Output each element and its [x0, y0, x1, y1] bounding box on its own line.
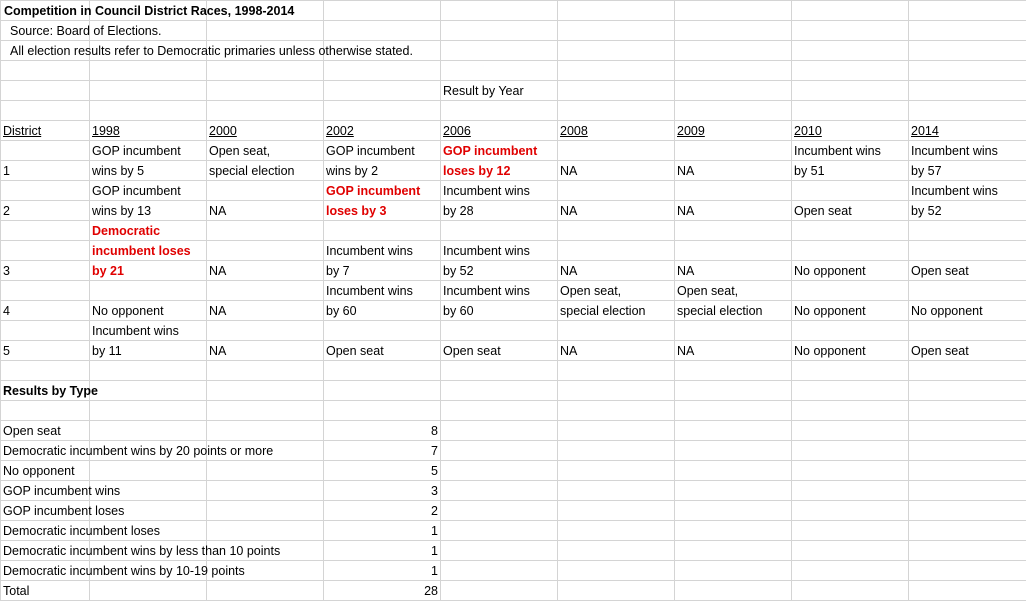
result-cell[interactable]: by 52	[443, 264, 474, 278]
result-cell[interactable]: NA	[560, 164, 578, 178]
total-count[interactable]: 28	[424, 584, 438, 598]
result-cell-highlight[interactable]: loses by 3	[326, 204, 387, 218]
result-cell[interactable]: by 28	[443, 204, 474, 218]
header-year-2000[interactable]: 2000	[209, 124, 237, 138]
result-cell[interactable]: by 60	[443, 304, 474, 318]
result-cell[interactable]: NA	[677, 204, 695, 218]
result-cell[interactable]: No opponent	[911, 304, 983, 318]
primaries-note[interactable]: All election results refer to Democratic primaries unless otherwise stated.	[10, 44, 413, 58]
type-label[interactable]: Democratic incumbent loses	[3, 524, 161, 538]
result-cell[interactable]: NA	[560, 204, 578, 218]
result-cell[interactable]: NA	[677, 264, 695, 278]
result-cell[interactable]: wins by 2	[326, 164, 379, 178]
result-cell-highlight[interactable]: GOP incumbent	[326, 184, 421, 198]
result-cell[interactable]: Incumbent wins	[443, 244, 530, 258]
result-cell[interactable]: by 11	[92, 344, 122, 358]
result-cell[interactable]: NA	[209, 264, 227, 278]
result-cell[interactable]: Incumbent wins	[92, 324, 179, 338]
result-cell[interactable]: Open seat,	[677, 284, 739, 298]
result-cell[interactable]: by 51	[794, 164, 825, 178]
result-cell[interactable]: Incumbent wins	[443, 184, 530, 198]
result-by-year-label[interactable]: Result by Year	[443, 84, 524, 98]
header-year-1998[interactable]: 1998	[92, 124, 120, 138]
result-cell[interactable]: by 7	[326, 264, 350, 278]
result-cell[interactable]: Incumbent wins	[326, 284, 413, 298]
type-label[interactable]: Democratic incumbent wins by 20 points or more	[3, 444, 274, 458]
result-cell[interactable]: Open seat,	[560, 284, 622, 298]
type-label[interactable]: No opponent	[3, 464, 75, 478]
result-cell[interactable]: NA	[209, 344, 227, 358]
total-label[interactable]: Total	[3, 584, 30, 598]
header-district[interactable]: District	[3, 124, 42, 138]
result-cell[interactable]: Open seat	[911, 344, 969, 358]
result-cell[interactable]: Open seat	[911, 264, 969, 278]
gridline-col	[908, 0, 909, 601]
type-count[interactable]: 1	[431, 544, 438, 558]
type-count[interactable]: 1	[431, 524, 438, 538]
result-cell[interactable]: No opponent	[794, 264, 866, 278]
sheet-title[interactable]: Competition in Council District Races, 1998-2014	[4, 4, 295, 18]
result-cell[interactable]: Incumbent wins	[443, 284, 530, 298]
result-cell[interactable]: NA	[560, 264, 578, 278]
result-cell[interactable]: wins by 5	[92, 164, 145, 178]
gridline-col	[323, 0, 324, 601]
result-cell-highlight[interactable]: GOP incumbent	[443, 144, 538, 158]
result-cell[interactable]: by 52	[911, 204, 942, 218]
result-cell[interactable]: GOP incumbent	[326, 144, 415, 158]
result-cell[interactable]: No opponent	[92, 304, 164, 318]
result-cell[interactable]: No opponent	[794, 344, 866, 358]
result-cell[interactable]: Open seat,	[209, 144, 271, 158]
type-count[interactable]: 2	[431, 504, 438, 518]
result-cell-highlight[interactable]: loses by 12	[443, 164, 511, 178]
header-year-2010[interactable]: 2010	[794, 124, 822, 138]
gridline-col	[557, 0, 558, 601]
results-by-type-label[interactable]: Results by Type	[3, 384, 98, 398]
header-year-2009[interactable]: 2009	[677, 124, 705, 138]
result-cell[interactable]: Incumbent wins	[911, 184, 998, 198]
gridline-col	[674, 0, 675, 601]
type-label[interactable]: GOP incumbent wins	[3, 484, 121, 498]
result-cell[interactable]: NA	[677, 164, 695, 178]
result-cell[interactable]: NA	[209, 304, 227, 318]
result-cell[interactable]: GOP incumbent	[92, 144, 181, 158]
district-id[interactable]: 1	[3, 164, 10, 178]
result-cell-highlight[interactable]: Democratic	[92, 224, 161, 238]
header-year-2008[interactable]: 2008	[560, 124, 588, 138]
result-cell[interactable]: NA	[560, 344, 578, 358]
type-count[interactable]: 7	[431, 444, 438, 458]
result-cell[interactable]: Open seat	[794, 204, 852, 218]
result-cell[interactable]: Open seat	[443, 344, 501, 358]
gridline-col	[440, 0, 441, 601]
district-id[interactable]: 3	[3, 264, 10, 278]
type-count[interactable]: 8	[431, 424, 438, 438]
type-count[interactable]: 1	[431, 564, 438, 578]
type-label[interactable]: Democratic incumbent wins by less than 10 points	[3, 544, 281, 558]
district-id[interactable]: 2	[3, 204, 10, 218]
result-cell[interactable]: by 57	[911, 164, 942, 178]
result-cell[interactable]: Incumbent wins	[911, 144, 998, 158]
result-cell[interactable]: special election	[209, 164, 295, 178]
result-cell[interactable]: Incumbent wins	[794, 144, 881, 158]
result-cell-highlight[interactable]: incumbent loses	[92, 244, 191, 258]
type-label[interactable]: Democratic incumbent wins by 10-19 points	[3, 564, 245, 578]
result-cell[interactable]: special election	[677, 304, 763, 318]
result-cell[interactable]: NA	[209, 204, 227, 218]
district-id[interactable]: 4	[3, 304, 10, 318]
source-note[interactable]: Source: Board of Elections.	[10, 24, 162, 38]
district-id[interactable]: 5	[3, 344, 10, 358]
result-cell[interactable]: No opponent	[794, 304, 866, 318]
header-year-2002[interactable]: 2002	[326, 124, 354, 138]
result-cell[interactable]: Open seat	[326, 344, 384, 358]
header-year-2006[interactable]: 2006	[443, 124, 471, 138]
header-year-2014[interactable]: 2014	[911, 124, 939, 138]
type-count[interactable]: 5	[431, 464, 438, 478]
gridline-col	[206, 0, 207, 601]
type-label[interactable]: GOP incumbent loses	[3, 504, 125, 518]
result-cell-highlight[interactable]: by 21	[92, 264, 124, 278]
result-cell[interactable]: by 60	[326, 304, 357, 318]
result-cell[interactable]: GOP incumbent	[92, 184, 181, 198]
result-cell[interactable]: NA	[677, 344, 695, 358]
result-cell[interactable]: Incumbent wins	[326, 244, 413, 258]
result-cell[interactable]: wins by 13	[92, 204, 152, 218]
type-count[interactable]: 3	[431, 484, 438, 498]
result-cell[interactable]: special election	[560, 304, 646, 318]
gridline-col	[791, 0, 792, 601]
type-label[interactable]: Open seat	[3, 424, 61, 438]
